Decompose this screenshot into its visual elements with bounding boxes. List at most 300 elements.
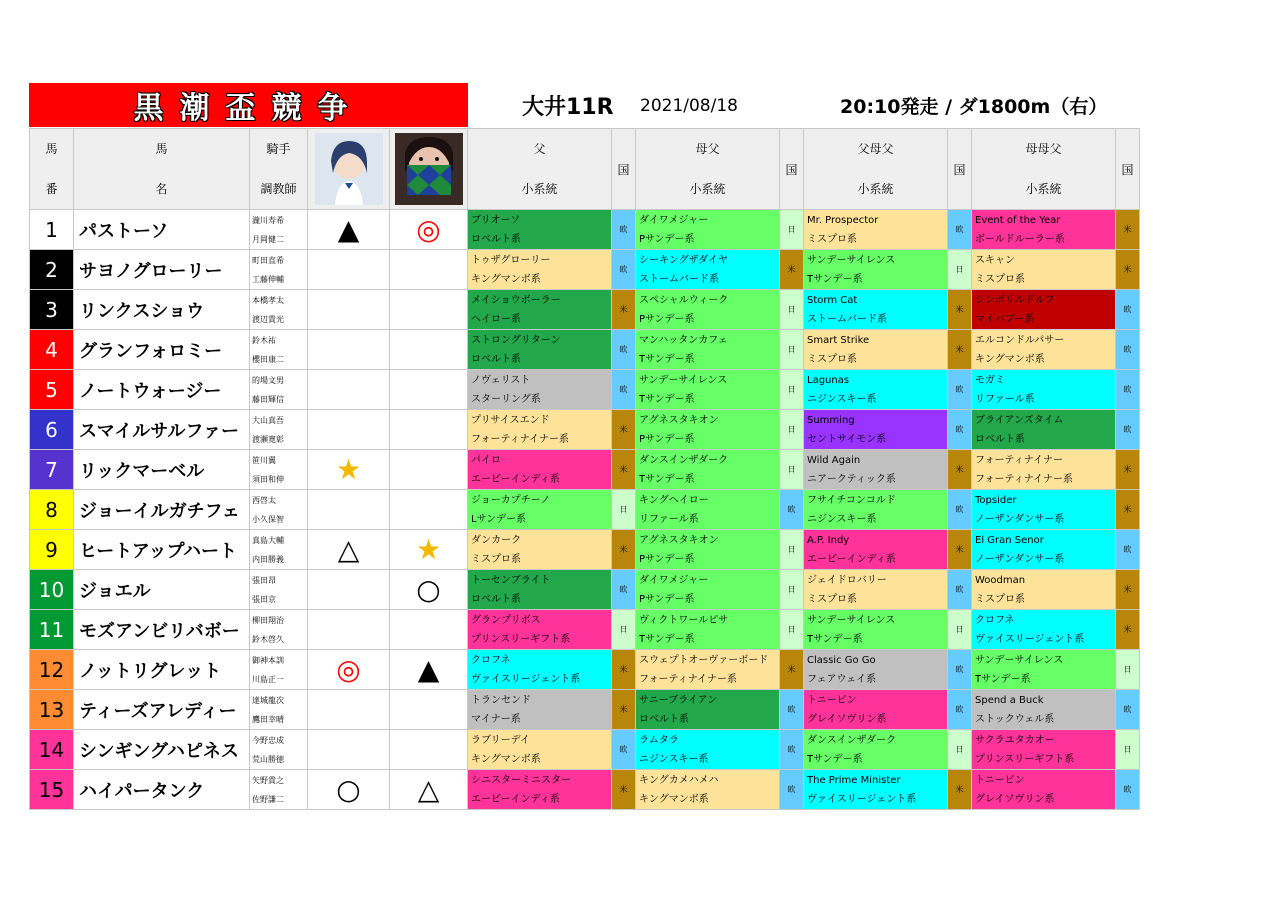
damsire-country: 日	[780, 570, 804, 610]
jockey-trainer	[250, 410, 308, 450]
damsire-lineage: ストームバード系	[639, 273, 719, 285]
dam-damsire-cell	[972, 490, 1116, 530]
sire-lineage: Lサンデー系	[471, 513, 527, 525]
damsire-country: 欧	[780, 690, 804, 730]
sire-name: ストロングリターン	[471, 334, 561, 346]
sire-name: パイロ	[471, 454, 501, 466]
sire-country: 米	[612, 450, 636, 490]
sire-lineage: キングマンボ系	[471, 273, 541, 285]
dam-damsire-lineage: ミスプロ系	[975, 273, 1025, 285]
col-dam-damsire: 母母父 小系統	[972, 129, 1116, 210]
sire-damsire-cell	[804, 370, 948, 410]
sire-country: 欧	[612, 210, 636, 250]
horse-name: ヒートアップハート	[74, 530, 250, 570]
dam-damsire-country: 欧	[1116, 370, 1140, 410]
sire-cell	[468, 410, 612, 450]
sire-damsire-lineage: ニアークティック系	[807, 473, 896, 485]
sire-damsire-country: 欧	[948, 650, 972, 690]
dam-damsire-country: 欧	[1116, 330, 1140, 370]
prediction-mark-2	[390, 730, 468, 770]
damsire-country: 日	[780, 410, 804, 450]
jockey-trainer	[250, 690, 308, 730]
jockey-trainer	[250, 770, 308, 810]
horse-number: 14	[30, 730, 74, 770]
horse-number: 8	[30, 490, 74, 530]
entry-table	[29, 128, 1140, 810]
trainer-name: 荒山勝徳	[252, 754, 284, 764]
horse-name: スマイルサルファー	[74, 410, 250, 450]
jockey-name: 真島大輔	[252, 535, 284, 545]
damsire-country: 日	[780, 530, 804, 570]
damsire-name: アグネスタキオン	[639, 414, 719, 426]
dam-damsire-lineage: プリンスリーギフト系	[975, 753, 1075, 765]
horse-name: リンクスショウ	[74, 290, 250, 330]
sire-damsire-lineage: グレイソヴリン系	[807, 713, 887, 725]
damsire-name: シーキングザダイヤ	[639, 254, 728, 266]
sire-damsire-cell	[804, 650, 948, 690]
sire-damsire-name: Smart Strike	[807, 334, 870, 346]
prediction-mark-2	[390, 290, 468, 330]
sire-damsire-name: サンデーサイレンス	[807, 614, 896, 626]
trainer-name: 鈴木啓久	[252, 634, 284, 644]
damsire-cell	[636, 330, 780, 370]
jockey-trainer	[250, 570, 308, 610]
sire-damsire-cell	[804, 730, 948, 770]
horse-name: パストーソ	[74, 210, 250, 250]
dam-damsire-lineage: キングマンボ系	[975, 353, 1045, 365]
damsire-name: スウェプトオーヴァーボード	[639, 654, 769, 666]
prediction-mark-1	[308, 610, 390, 650]
damsire-cell	[636, 290, 780, 330]
prediction-mark-1: ▲	[308, 210, 390, 250]
horse-number: 12	[30, 650, 74, 690]
sire-damsire-lineage: Tサンデー系	[807, 753, 863, 765]
damsire-lineage: Tサンデー系	[639, 393, 695, 405]
sire-damsire-country: 欧	[948, 410, 972, 450]
dam-damsire-cell	[972, 290, 1116, 330]
race-title: 黒潮盃競争	[133, 91, 364, 126]
dam-damsire-lineage: グレイソヴリン系	[975, 793, 1055, 805]
damsire-lineage: Pサンデー系	[639, 233, 695, 245]
prediction-mark-2	[390, 330, 468, 370]
jockey-name: 的場文男	[252, 375, 284, 385]
trainer-name: 須田和伸	[252, 474, 284, 484]
sire-damsire-lineage: ニジンスキー系	[807, 393, 877, 405]
horse-number: 6	[30, 410, 74, 450]
sire-cell	[468, 690, 612, 730]
horse-name: ハイパータンク	[74, 770, 250, 810]
dam-damsire-lineage: ミスプロ系	[975, 593, 1025, 605]
table-row	[30, 770, 1140, 810]
prediction-mark-1	[308, 410, 390, 450]
race-info: 20:10発走 / ダ1800m（右）	[840, 96, 1108, 118]
horse-name: ジョエル	[74, 570, 250, 610]
trainer-name: 渡瀬寛彰	[252, 434, 284, 444]
damsire-name: サンデーサイレンス	[639, 374, 728, 386]
jockey-name: 今野忠成	[252, 735, 284, 745]
dam-damsire-cell	[972, 690, 1116, 730]
dam-damsire-lineage: ノーザンダンサー系	[975, 553, 1065, 565]
sire-damsire-cell	[804, 450, 948, 490]
dam-damsire-cell	[972, 530, 1116, 570]
col-dam-damsire-country: 国	[1116, 129, 1140, 210]
damsire-cell	[636, 610, 780, 650]
dam-damsire-name: Woodman	[975, 574, 1026, 586]
prediction-mark-2	[390, 370, 468, 410]
table-row	[30, 450, 1140, 490]
sire-lineage: ロベルト系	[471, 233, 521, 245]
sire-cell	[468, 290, 612, 330]
sire-country: 米	[612, 530, 636, 570]
col-jockey: 騎手 調教師	[250, 129, 308, 210]
sire-damsire-country: 米	[948, 770, 972, 810]
jockey-trainer	[250, 250, 308, 290]
dam-damsire-name: Topsider	[975, 494, 1017, 506]
dam-damsire-cell	[972, 370, 1116, 410]
sire-damsire-lineage: Tサンデー系	[807, 273, 863, 285]
sire-damsire-name: Wild Again	[807, 454, 861, 466]
table-row	[30, 210, 1140, 250]
jockey-name: 鈴木祐	[252, 335, 276, 345]
sire-lineage: プリンスリーギフト系	[471, 633, 571, 645]
jockey-name: 町田直希	[252, 255, 284, 265]
sire-damsire-name: Storm Cat	[807, 294, 858, 306]
trainer-name: 川島正一	[252, 674, 284, 684]
jockey-name: 大山真吾	[252, 415, 284, 425]
damsire-country: 日	[780, 290, 804, 330]
dam-damsire-lineage: マイバブー系	[975, 313, 1035, 325]
dam-damsire-country: 米	[1116, 250, 1140, 290]
damsire-cell	[636, 210, 780, 250]
damsire-name: サニーブライアン	[639, 694, 718, 706]
sire-country: 欧	[612, 330, 636, 370]
sire-lineage: ロベルト系	[471, 593, 521, 605]
sire-country: 欧	[612, 370, 636, 410]
prediction-mark-1	[308, 250, 390, 290]
damsire-name: ダイワメジャー	[639, 574, 709, 586]
damsire-lineage: Pサンデー系	[639, 593, 695, 605]
jockey-name: 本橋孝太	[252, 295, 284, 305]
damsire-lineage: フォーティナイナー系	[639, 673, 737, 685]
sire-lineage: ヴァイスリージェント系	[471, 673, 581, 685]
damsire-lineage: Pサンデー系	[639, 433, 695, 445]
damsire-lineage: Pサンデー系	[639, 313, 695, 325]
dam-damsire-cell	[972, 650, 1116, 690]
sire-damsire-country: 米	[948, 450, 972, 490]
jockey-name: 矢野貴之	[252, 775, 284, 785]
col-damsire-country: 国	[780, 129, 804, 210]
damsire-country: 欧	[780, 770, 804, 810]
table-row	[30, 530, 1140, 570]
sire-cell	[468, 330, 612, 370]
dam-damsire-lineage: フォーティナイナー系	[975, 473, 1073, 485]
sire-country: 米	[612, 290, 636, 330]
dam-damsire-name: シンボリルドルフ	[975, 294, 1055, 306]
jockey-trainer	[250, 450, 308, 490]
trainer-name: 張田京	[252, 594, 276, 604]
sire-damsire-name: A.P. Indy	[807, 534, 850, 546]
dam-damsire-name: スキャン	[975, 254, 1015, 266]
horse-number: 1	[30, 210, 74, 250]
damsire-cell	[636, 450, 780, 490]
sire-country: 欧	[612, 250, 636, 290]
col-sire-damsire-country: 国	[948, 129, 972, 210]
dam-damsire-name: Spend a Buck	[975, 694, 1044, 706]
sire-lineage: ヘイロー系	[471, 313, 521, 325]
table-row	[30, 650, 1140, 690]
damsire-country: 日	[780, 450, 804, 490]
sire-damsire-lineage: ミスプロ系	[807, 233, 857, 245]
damsire-lineage: ニジンスキー系	[639, 753, 709, 765]
damsire-country: 米	[780, 650, 804, 690]
sire-damsire-country: 欧	[948, 570, 972, 610]
sire-name: シニスターミニスター	[471, 774, 571, 786]
sire-cell	[468, 570, 612, 610]
sire-lineage: キングマンボ系	[471, 753, 541, 765]
sire-damsire-cell	[804, 530, 948, 570]
damsire-lineage: キングマンボ系	[639, 793, 709, 805]
sire-damsire-lineage: Tサンデー系	[807, 633, 863, 645]
dam-damsire-name: El Gran Senor	[975, 534, 1044, 546]
sire-lineage: スターリング系	[471, 393, 541, 405]
dam-damsire-name: エルコンドルパサー	[975, 334, 1065, 346]
sire-damsire-country: 欧	[948, 690, 972, 730]
dam-damsire-country: 米	[1116, 490, 1140, 530]
sire-damsire-cell	[804, 210, 948, 250]
dam-damsire-name: クロフネ	[975, 614, 1015, 626]
prediction-mark-1	[308, 730, 390, 770]
horse-number: 15	[30, 770, 74, 810]
table-row	[30, 250, 1140, 290]
sire-country: 米	[612, 410, 636, 450]
sire-damsire-lineage: ヴァイスリージェント系	[807, 793, 917, 805]
jockey-name: 柳田翔治	[252, 615, 284, 625]
damsire-cell	[636, 690, 780, 730]
dam-damsire-country: 米	[1116, 210, 1140, 250]
col-avatar-2	[390, 129, 468, 210]
trainer-name: 小久保智	[252, 514, 284, 524]
sire-damsire-country: 米	[948, 530, 972, 570]
trainer-name: 工藤伸輔	[252, 274, 284, 284]
prediction-mark-2: ◎	[390, 210, 468, 250]
trainer-name: 佐野謙二	[252, 794, 284, 804]
horse-name: シンギングハピネス	[74, 730, 250, 770]
col-num: 馬 番	[30, 129, 74, 210]
horse-name: モズアンビリバボー	[74, 610, 250, 650]
sire-damsire-name: Classic Go Go	[807, 654, 876, 666]
sire-name: プリサイスエンド	[471, 414, 550, 426]
damsire-name: マンハッタンカフェ	[639, 334, 728, 346]
jockey-name: 笹川翼	[252, 455, 276, 465]
damsire-cell	[636, 250, 780, 290]
damsire-lineage: Tサンデー系	[639, 353, 695, 365]
horse-name: ジョーイルガチフェ	[74, 490, 250, 530]
sire-damsire-name: フサイチコンコルド	[807, 494, 896, 506]
sire-lineage: フォーティナイナー系	[471, 433, 569, 445]
dam-damsire-lineage: ヴァイスリージェント系	[975, 633, 1085, 645]
sire-damsire-country: 欧	[948, 210, 972, 250]
sire-cell	[468, 490, 612, 530]
sire-name: トランセンド	[471, 694, 531, 706]
sire-damsire-lineage: ミスプロ系	[807, 353, 857, 365]
jockey-trainer	[250, 210, 308, 250]
jockey-name: 張田昂	[252, 575, 276, 585]
dam-damsire-country: 欧	[1116, 530, 1140, 570]
sire-name: ラブリーデイ	[471, 734, 530, 746]
sire-damsire-country: 日	[948, 730, 972, 770]
damsire-cell	[636, 730, 780, 770]
dam-damsire-country: 欧	[1116, 770, 1140, 810]
sire-damsire-lineage: ミスプロ系	[807, 593, 857, 605]
sire-country: 欧	[612, 570, 636, 610]
horse-number: 10	[30, 570, 74, 610]
sire-damsire-cell	[804, 690, 948, 730]
damsire-country: 日	[780, 370, 804, 410]
sire-lineage: エーピーインディ系	[471, 793, 560, 805]
table-row	[30, 370, 1140, 410]
sire-damsire-name: Mr. Prospector	[807, 214, 879, 226]
damsire-country: 欧	[780, 490, 804, 530]
jockey-trainer	[250, 730, 308, 770]
sire-damsire-country: 欧	[948, 490, 972, 530]
sire-damsire-name: トニービン	[807, 694, 857, 706]
sire-damsire-name: Lagunas	[807, 374, 850, 386]
sire-damsire-name: サンデーサイレンス	[807, 254, 896, 266]
sire-damsire-name: The Prime Minister	[807, 774, 901, 786]
prediction-mark-1	[308, 570, 390, 610]
sire-name: ジョーカプチーノ	[471, 494, 551, 506]
damsire-cell	[636, 490, 780, 530]
dam-damsire-name: Event of the Year	[975, 214, 1061, 226]
sire-damsire-country: 日	[948, 610, 972, 650]
sire-name: トゥザグローリー	[471, 254, 551, 266]
horse-name: サヨノグローリー	[74, 250, 250, 290]
dam-damsire-cell	[972, 330, 1116, 370]
horse-name: ノットリグレット	[74, 650, 250, 690]
damsire-lineage: ロベルト系	[639, 713, 689, 725]
damsire-cell	[636, 770, 780, 810]
dam-damsire-name: サンデーサイレンス	[975, 654, 1064, 666]
jockey-trainer	[250, 330, 308, 370]
horse-name: ノートウォージー	[74, 370, 250, 410]
table-row	[30, 330, 1140, 370]
sire-cell	[468, 610, 612, 650]
predictor-2-avatar	[395, 133, 463, 205]
trainer-name: 渡辺貴光	[252, 314, 284, 324]
sire-name: トーセンブライト	[471, 574, 551, 586]
prediction-mark-1: ○	[308, 770, 390, 810]
horse-number: 11	[30, 610, 74, 650]
damsire-lineage: Pサンデー系	[639, 553, 695, 565]
race-name: 大井11R	[522, 95, 614, 120]
race-date: 2021/08/18	[640, 96, 738, 116]
dam-damsire-cell	[972, 450, 1116, 490]
damsire-name: キングカメハメハ	[639, 774, 719, 786]
prediction-mark-2	[390, 610, 468, 650]
prediction-mark-2: ○	[390, 570, 468, 610]
trainer-name: 内田勝義	[252, 554, 284, 564]
horse-name: ティーズアレディー	[74, 690, 250, 730]
damsire-name: ダンスインザダーク	[639, 454, 729, 466]
prediction-mark-1: ★	[308, 450, 390, 490]
trainer-name: 櫻田康二	[252, 354, 284, 364]
dam-damsire-country: 欧	[1116, 410, 1140, 450]
jockey-name: 御神本訓	[252, 655, 284, 665]
dam-damsire-cell	[972, 770, 1116, 810]
jockey-trainer	[250, 650, 308, 690]
sire-damsire-country: 米	[948, 330, 972, 370]
col-sire: 父 小系統	[468, 129, 612, 210]
horse-number: 7	[30, 450, 74, 490]
damsire-country: 日	[780, 330, 804, 370]
predictor-1-avatar	[315, 133, 383, 205]
jockey-trainer	[250, 530, 308, 570]
sire-damsire-name: Summing	[807, 414, 855, 426]
dam-damsire-country: 米	[1116, 450, 1140, 490]
jockey-trainer	[250, 610, 308, 650]
damsire-country: 日	[780, 610, 804, 650]
jockey-trainer	[250, 370, 308, 410]
dam-damsire-country: 日	[1116, 730, 1140, 770]
sire-damsire-lineage: ストームバード系	[807, 313, 887, 325]
dam-damsire-cell	[972, 410, 1116, 450]
prediction-mark-2	[390, 450, 468, 490]
damsire-name: ヴィクトワールピサ	[639, 614, 729, 626]
trainer-name: 月岡健二	[252, 234, 284, 244]
sire-damsire-lineage: フェアウェイ系	[807, 673, 877, 685]
sire-damsire-cell	[804, 410, 948, 450]
sire-cell	[468, 370, 612, 410]
prediction-mark-2: ▲	[390, 650, 468, 690]
damsire-name: ラムタラ	[639, 734, 679, 746]
table-row	[30, 610, 1140, 650]
sire-damsire-cell	[804, 290, 948, 330]
dam-damsire-name: トニービン	[975, 774, 1025, 786]
sire-damsire-country: 米	[948, 290, 972, 330]
sire-country: 欧	[612, 730, 636, 770]
dam-damsire-cell	[972, 570, 1116, 610]
table-row	[30, 570, 1140, 610]
prediction-mark-1: △	[308, 530, 390, 570]
race-title-banner	[29, 83, 468, 127]
table-row	[30, 690, 1140, 730]
col-name: 馬 名	[74, 129, 250, 210]
damsire-name: キングヘイロー	[639, 494, 709, 506]
jockey-name: 達城龍次	[252, 695, 284, 705]
sire-damsire-country: 日	[948, 250, 972, 290]
damsire-name: スペシャルウィーク	[639, 294, 729, 306]
dam-damsire-country: 米	[1116, 610, 1140, 650]
sire-cell	[468, 650, 612, 690]
dam-damsire-cell	[972, 250, 1116, 290]
sire-damsire-cell	[804, 770, 948, 810]
damsire-country: 日	[780, 210, 804, 250]
prediction-mark-2	[390, 490, 468, 530]
trainer-name: 鷹田幸晴	[252, 714, 284, 724]
sire-lineage: エーピーインディ系	[471, 473, 560, 485]
horse-number: 4	[30, 330, 74, 370]
sire-name: ダンカーク	[471, 534, 522, 546]
horse-number: 9	[30, 530, 74, 570]
damsire-cell	[636, 570, 780, 610]
header-row	[30, 129, 1140, 210]
dam-damsire-country: 日	[1116, 650, 1140, 690]
damsire-cell	[636, 650, 780, 690]
horse-number: 2	[30, 250, 74, 290]
jockey-trainer	[250, 490, 308, 530]
dam-damsire-name: モガミ	[975, 374, 1005, 386]
dam-damsire-lineage: Tサンデー系	[975, 673, 1031, 685]
